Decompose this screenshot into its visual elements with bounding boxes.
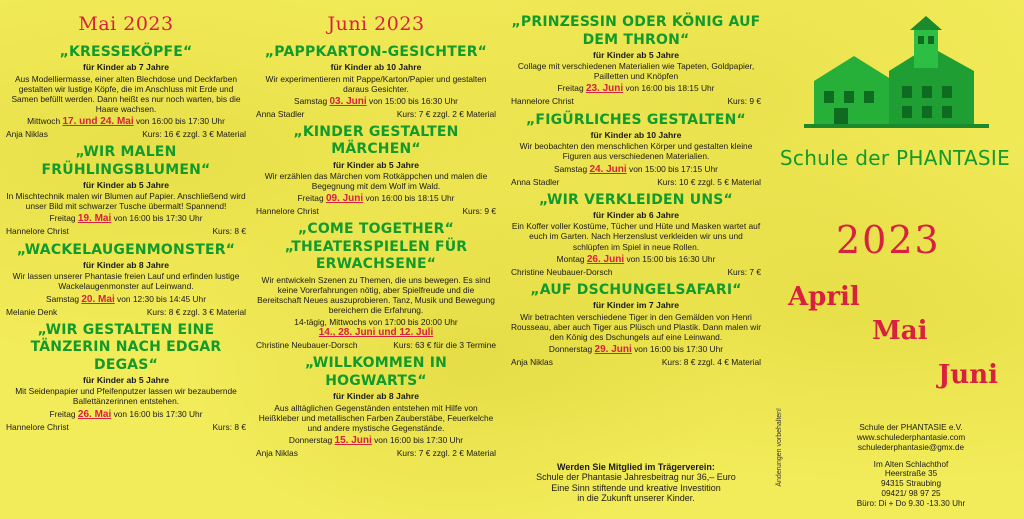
course-footer <box>511 267 761 277</box>
course-price: Kurs: 9 € <box>727 96 761 107</box>
membership-line-1: Schule der Phantasie Jahresbeitrag nur 36,– Euro <box>536 472 736 483</box>
course-date <box>256 193 496 205</box>
course-footer <box>511 357 761 367</box>
course-date-time: von 16:00 bis 17:30 Uhr <box>111 408 203 419</box>
course-date-highlight: 19. Mai <box>77 213 112 225</box>
course-title: „KINDER GESTALTEN MÄRCHEN“ <box>293 123 459 158</box>
course-date-time: von 15:00 bis 17:15 Uhr <box>626 163 718 174</box>
course-date-time: von 15:00 bis 16:30 Uhr <box>366 95 458 106</box>
month-april: April <box>788 282 860 312</box>
course-price: Kurs: 8 € <box>212 421 246 432</box>
course-date-time: von 16:00 bis 17:30 Uhr <box>111 213 203 224</box>
course-footer <box>6 226 246 236</box>
course-date-prefix: 14-tägig, Mittwochs von 17:00 bis 20:00 Uhr <box>294 317 458 328</box>
course-date-time: von 16:00 bis 17:30 Uhr <box>133 115 225 126</box>
course-date <box>511 254 761 266</box>
school-name: Schule der PHANTASIE <box>779 146 1011 170</box>
course-price: Kurs: 7 € <box>727 266 761 277</box>
contact-info <box>826 423 996 509</box>
course-date-prefix: Freitag <box>49 408 78 419</box>
course-date-highlight: 17. und 24. Mai <box>62 115 134 127</box>
column-june <box>256 0 496 463</box>
course-title: „PAPPKARTON-GESICHTER“ <box>264 43 488 60</box>
course-age: für Kinder ab 5 Jahre <box>593 50 679 60</box>
course-footer <box>6 422 246 432</box>
course-date-time: von 16:00 bis 17:30 Uhr <box>631 343 724 354</box>
course-teacher: Anja Niklas <box>6 128 48 139</box>
course-description: Wir entwickeln Szenen zu Themen, die uns bewegen. Es sind keine Vorerfahrungen nötig, aber Spielfreude und die Bereitschaft Neues auszuprobieren. Tanz, Musik und Bewegung bereichern die Erfahrung. <box>257 274 495 316</box>
membership-line-2: Eine Sinn stiftende und kreative Investition <box>551 482 721 493</box>
course-entry <box>511 192 761 277</box>
contact-line: Schule der PHANTASIE e.V. <box>859 423 963 432</box>
course-price: Kurs: 16 € zzgl. 3 € Material <box>142 128 246 139</box>
course-date-highlight: 29. Juni <box>594 343 632 355</box>
membership-note <box>511 462 761 503</box>
course-title: „WIR VERKLEIDEN UNS“ <box>539 191 733 208</box>
course-date-time: von 12:30 bis 14:45 Uhr <box>114 293 206 304</box>
course-date-highlight: 03. Juni <box>329 95 367 107</box>
course-entry <box>511 112 761 187</box>
contact-line: Heerstraße 35 <box>884 469 938 479</box>
course-age: für Kinder ab 5 Jahre <box>83 180 169 190</box>
course-teacher: Christine Neubauer-Dorsch <box>256 340 358 351</box>
month-heading: Juni 2023 <box>327 13 425 35</box>
course-date-prefix: Donnerstag <box>548 343 595 354</box>
course-description: Wir beobachten den menschlichen Körper und gestalten kleine Figuren aus verschiedenen Materialien. <box>519 141 753 162</box>
course-age: für Kinder ab 7 Jahre <box>83 62 169 73</box>
course-footer <box>256 340 496 350</box>
contact-line: 94315 Straubing <box>880 479 942 489</box>
course-description: Mit Seidenpapier und Pfeifenputzer lassen wir bezaubernde Ballettänzerinnen entstehen. <box>15 386 237 407</box>
course-date-highlight: 09. Juni <box>325 193 364 205</box>
course-date-highlight: 24. Juni <box>589 163 627 175</box>
course-date <box>6 294 246 306</box>
event-list <box>256 44 496 458</box>
course-description: Aus Modelliermasse, einer alten Blechdose und Deckfarben gestalten wir lustige Köpfe, die im Anschluss mit Erde und Samen befüllt werden. Dann heißt es nur noch warten, bis die Haare wachsen. <box>11 73 241 114</box>
course-price: Kurs: 7 € zzgl. 2 € Material <box>396 108 496 119</box>
course-price: Kurs: 8 € <box>212 226 246 237</box>
course-date-time: von 16:00 bis 18:15 Uhr <box>363 193 455 204</box>
course-date-time: von 16:00 bis 18:15 Uhr <box>623 83 715 94</box>
course-date <box>511 164 761 176</box>
course-age: für Kinder ab 5 Jahre <box>83 375 169 386</box>
course-date-time: von 16:00 bis 17:30 Uhr <box>371 434 464 445</box>
course-date <box>6 409 246 421</box>
event-list <box>6 44 246 432</box>
course-date-highlight: 23. Juni <box>585 83 624 95</box>
course-date-prefix: Freitag <box>49 213 78 224</box>
course-title: „COME TOGETHER“ „THEATERSPIELEN FÜR ERWACHSENE“ <box>284 221 468 273</box>
course-title: „KRESSEKÖPFE“ <box>59 43 193 60</box>
course-entry <box>511 14 761 107</box>
course-description: Collage mit verschiedenen Materialien wie Tapeten, Goldpapier, Pailletten und Knöpfen <box>517 61 755 82</box>
year-title: 2023 <box>836 218 941 262</box>
course-footer <box>6 307 246 317</box>
course-description: Aus alltäglichen Gegenständen entstehen mit Hilfe von Heißkleber und metallischen Farben Zauberstäbe, Feuerkelche und andere mystische Gegenstände. <box>258 402 494 433</box>
course-title: „WACKELAUGENMONSTER“ <box>16 241 236 258</box>
course-description: Wir erzählen das Märchen vom Rotkäppchen und malen die Begegnung mit dem Wolf im Wald. <box>264 171 488 192</box>
course-date-prefix: Montag <box>556 253 587 264</box>
event-list <box>511 14 761 367</box>
month-heading: Mai 2023 <box>78 13 174 35</box>
course-date-prefix: Donnerstag <box>288 434 335 445</box>
course-footer <box>6 129 246 139</box>
course-date-prefix: Samstag <box>554 163 590 174</box>
course-title: „WILLKOMMEN IN HOGWARTS“ <box>304 355 448 389</box>
course-price: Kurs: 8 € zzgl. 3 € Material <box>146 306 246 317</box>
changes-reserved-note: Änderungen vorbehalten! <box>776 408 783 487</box>
course-teacher: Anna Stadler <box>511 176 560 187</box>
course-date <box>256 317 496 339</box>
course-teacher: Hannelore Christ <box>511 96 574 107</box>
course-title: „PRINZESSIN ODER KÖNIG AUF DEM THRON“ <box>511 14 761 48</box>
course-entry <box>6 242 246 317</box>
course-date-prefix: Samstag <box>294 95 330 106</box>
column-june-continued <box>511 0 761 372</box>
course-age: für Kinder ab 6 Jahre <box>593 210 679 221</box>
membership-title: Werden Sie Mitglied im Trägerverein: <box>557 462 715 472</box>
course-entry <box>6 144 246 237</box>
course-entry <box>256 355 496 458</box>
contact-spacer <box>826 453 996 460</box>
course-price: Kurs: 10 € zzgl. 5 € Material <box>657 176 761 187</box>
course-date-highlight: 15. Juni <box>334 434 372 446</box>
course-date-prefix: Mittwoch <box>27 115 63 126</box>
course-price: Kurs: 7 € zzgl. 2 € Material <box>396 447 496 458</box>
contact-office-hours: Büro: Di + Do 9.30 -13.30 Uhr <box>856 498 966 508</box>
course-footer <box>256 448 496 458</box>
course-teacher: Hannelore Christ <box>256 206 319 217</box>
membership-line-3: in die Zukunft unserer Kinder. <box>577 493 695 504</box>
column-may <box>6 0 246 437</box>
course-title: „FIGÜRLICHES GESTALTEN“ <box>526 111 746 128</box>
course-description: Wir experimentieren mit Pappe/Karton/Papier und gestalten daraus Gesichter. <box>265 73 487 94</box>
course-footer <box>256 206 496 216</box>
contact-website[interactable]: www.schulederphantasie.com <box>856 432 966 442</box>
course-age: für Kinder ab 5 Jahre <box>333 159 419 170</box>
course-date-highlight: 20. Mai <box>81 293 115 305</box>
course-date-time: von 15:00 bis 16:30 Uhr <box>624 253 716 264</box>
course-date <box>256 435 496 447</box>
course-date-prefix: Samstag <box>45 293 82 304</box>
course-teacher: Anna Stadler <box>256 108 305 119</box>
month-june: Juni <box>938 360 998 390</box>
course-footer <box>511 177 761 187</box>
course-date-prefix: Freitag <box>557 83 586 94</box>
course-footer <box>511 96 761 106</box>
course-description: Ein Koffer voller Kostüme, Tücher und Hüte und Masken wartet auf euch im Garten. Nach Herzenslust verkleiden wir uns und schlüpfen im Spiel in neue Rollen. <box>511 221 761 252</box>
course-description: In Mischtechnik malen wir Blumen auf Papier. Anschließend wird unser Bild mit schwarzer Tusche übermalt! Spannend! <box>6 191 246 212</box>
course-date <box>6 213 246 225</box>
course-date-highlight: 26. Mai <box>77 408 112 420</box>
contact-phone: 09421/ 98 97 25 <box>881 489 941 499</box>
course-entry <box>511 282 761 367</box>
course-price: Kurs: 9 € <box>462 206 496 217</box>
course-price: Kurs: 63 € für die 3 Termine <box>393 340 496 351</box>
course-entry <box>6 322 246 432</box>
school-building-image <box>794 16 994 141</box>
course-teacher: Hannelore Christ <box>6 421 69 432</box>
contact-email[interactable]: schulederphantasie@gmx.de <box>857 442 965 452</box>
course-entry <box>256 124 496 217</box>
course-teacher: Christine Neubauer-Dorsch <box>511 266 613 277</box>
contact-line: Im Alten Schlachthof <box>873 459 949 469</box>
course-title: „WIR MALEN FRÜHLINGSBLUMEN“ <box>41 144 211 178</box>
course-date <box>6 116 246 128</box>
course-title: „WIR GESTALTEN EINE TÄNZERIN NACH EDGAR DEGAS“ <box>30 321 222 373</box>
course-age: für Kinder ab 8 Jahre <box>83 260 169 271</box>
course-date-highlight: 14., 28. Juni und 12. Juli <box>318 327 434 339</box>
course-teacher: Melanie Denk <box>6 306 58 317</box>
course-teacher: Hannelore Christ <box>6 226 69 237</box>
course-teacher: Anja Niklas <box>511 356 553 367</box>
course-date <box>511 344 761 356</box>
course-price: Kurs: 8 € zzgl. 4 € Material <box>661 356 761 367</box>
course-date <box>256 96 496 108</box>
course-title: „AUF DSCHUNGELSAFARI“ <box>530 281 742 298</box>
course-age: für Kinder ab 10 Jahre <box>590 130 682 141</box>
course-age: für Kinder ab 8 Jahre <box>333 391 419 402</box>
course-description: Wir lassen unserer Phantasie freien Lauf und erfinden lustige Wackelaugenmonster auf Leinwand. <box>12 271 240 292</box>
course-age: für Kinder ab 10 Jahre <box>330 62 422 73</box>
course-age: für Kinder im 7 Jahre <box>593 300 679 311</box>
course-entry <box>6 44 246 139</box>
month-may: Mai <box>872 316 928 346</box>
school-block <box>766 0 1024 519</box>
course-date-prefix: Freitag <box>297 193 326 204</box>
course-description: Wir betrachten verschiedene Tiger in den Gemälden von Henri Rousseau, aber auch Tiger aus Plüsch und Plastik. Dann malen wir den König des Dschungels auf eine Leinwand. <box>511 311 761 342</box>
course-date-highlight: 26. Juni <box>586 253 625 265</box>
course-entry <box>256 44 496 119</box>
course-teacher: Anja Niklas <box>256 447 298 458</box>
course-date <box>511 83 761 95</box>
course-entry <box>256 221 496 350</box>
course-footer <box>256 109 496 119</box>
